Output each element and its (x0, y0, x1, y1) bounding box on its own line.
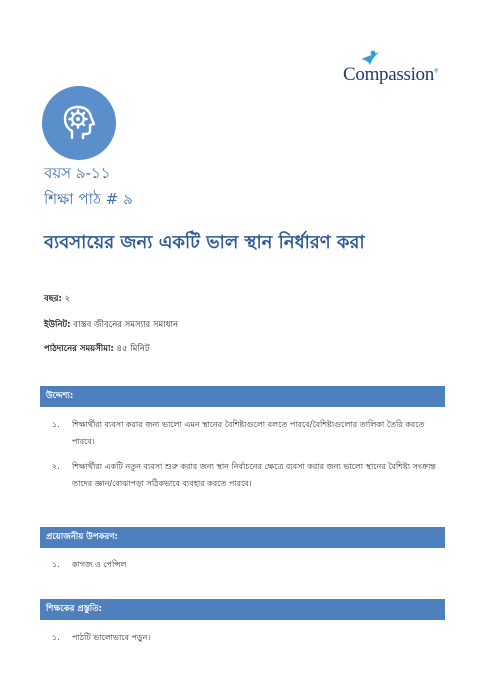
lesson-title: ব্যবসায়ের জন্য একটি ভাল স্থান নির্ধারণ করা (44, 232, 365, 253)
item-text: কাগজ ও পেন্সিল (72, 560, 127, 569)
time-label: পাঠদানের সময়সীমা: (44, 344, 114, 354)
age-range: বয়স ৯-১১ (44, 164, 111, 182)
objectives-heading: উদ্দেশ্য: (40, 386, 445, 407)
time-value: ৪৫ মিনিট (116, 344, 150, 354)
year-row (44, 292, 70, 306)
year-label: বছর: (44, 294, 62, 304)
item-text: শিক্ষার্থীরা একটি নতুন ব্যবসা শুরু করার জন্য স্থান নির্বাচনের ক্ষেত্রে ব্যবসা করার জন্য ভালো স্থানের বৈশিষ্ট্য সংক্রান্ত তাদের জ্ঞান/বোঝাপড়া সঠিকভাবে ব্যবহার করতে পারবে। (72, 462, 436, 488)
unit-value: বাস্তব জীবনের সমস্যার সমাধান (73, 320, 179, 330)
unit-label: ইউনিট: (44, 320, 71, 330)
item-number: ১. (52, 560, 60, 569)
logo-wordmark: Compassion® (343, 64, 439, 85)
materials-heading: প্রয়োজনীয় উপকরণ: (40, 527, 445, 548)
unit-row (44, 318, 178, 332)
item-number: ১. (52, 420, 60, 429)
lesson-number: শিক্ষা পাঠ # ৯ (44, 190, 133, 208)
item-text: পাঠটি ভালোভাবে পড়ুন। (72, 633, 151, 642)
list-item (52, 556, 442, 573)
head-gear-icon (42, 86, 116, 160)
time-row (44, 342, 150, 356)
preparation-heading: শিক্ষকের প্রস্তুতি: (40, 599, 445, 620)
item-text: শিক্ষার্থীরা ব্যবসা করার জন্য ভালো এমন স্থানের বৈশিষ্ট্যগুলো বলতে পারবে/বৈশিষ্ট্যগুলোর তালিকা তৈরি করতে পারবে। (72, 420, 425, 446)
year-value: ২ (64, 294, 71, 304)
list-item (52, 458, 442, 492)
item-number: ১. (52, 633, 60, 642)
compassion-logo (343, 50, 443, 90)
item-number: ২. (52, 462, 60, 471)
list-item (52, 416, 442, 450)
list-item (52, 629, 442, 646)
